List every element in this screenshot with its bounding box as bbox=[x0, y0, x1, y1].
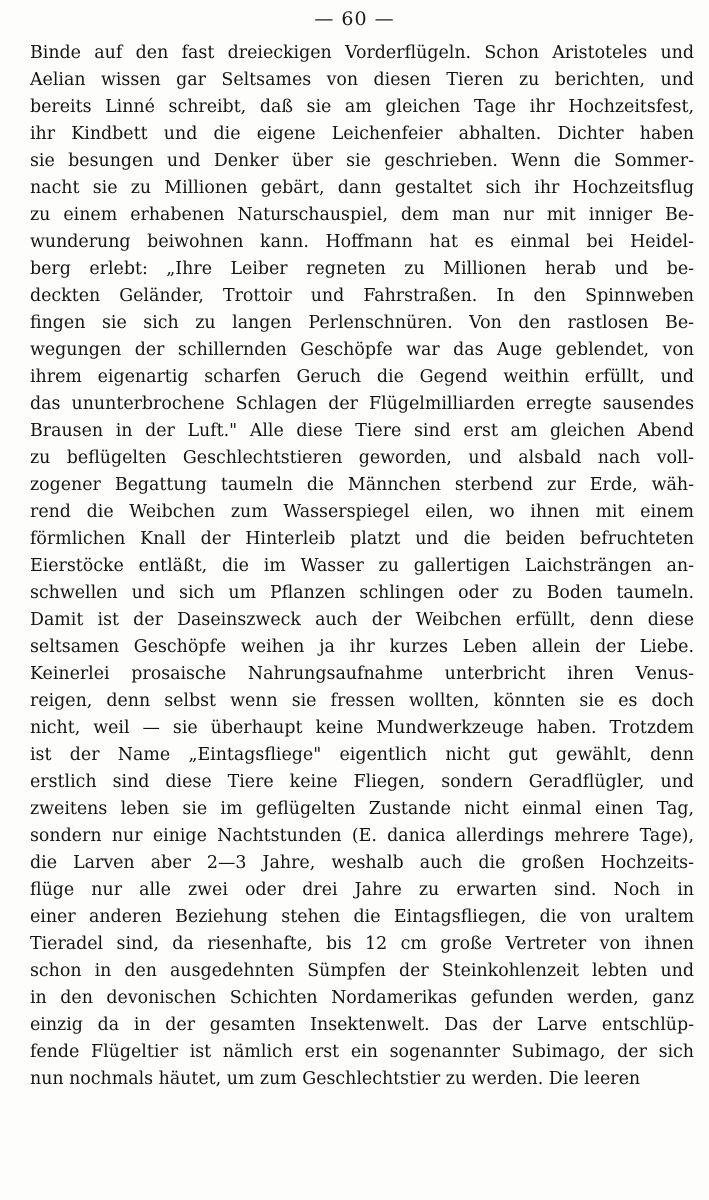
text-line: zogener Begattung taumeln die Männchen sterbend zur Erde, wäh- bbox=[30, 475, 694, 495]
text-line: erstlich sind diese Tiere keine Fliegen, sondern Geradflügler, und bbox=[30, 772, 694, 792]
text-line: wegungen der schillernden Geschöpfe war das Auge geblendet, von bbox=[30, 340, 694, 360]
text-line: zu beflügelten Geschlechtstieren geworden, und alsbald nach voll- bbox=[30, 448, 694, 468]
text-line: Damit ist der Daseinszweck auch der Weibchen erfüllt, denn diese bbox=[30, 610, 694, 630]
text-line: sondern nur einige Nachtstunden (E. danica allerdings mehrere Tage), bbox=[30, 826, 694, 846]
text-line: das ununterbrochene Schlagen der Flügelmilliarden erregte sausendes bbox=[30, 394, 694, 414]
text-line: deckten Geländer, Trottoir und Fahrstraßen. In den Spinnweben bbox=[30, 286, 694, 306]
text-line: Binde auf den fast dreieckigen Vorderflügeln. Schon Aristoteles und bbox=[30, 43, 694, 63]
text-line: sie besungen und Denker über sie geschrieben. Wenn die Sommer- bbox=[30, 151, 694, 171]
text-line: rend die Weibchen zum Wasserspiegel eilen, wo ihnen mit einem bbox=[30, 502, 694, 522]
text-line: nacht sie zu Millionen gebärt, dann gestaltet sich ihr Hochzeitsflug bbox=[30, 178, 694, 198]
text-line: seltsamen Geschöpfe weihen ja ihr kurzes Leben allein der Liebe. bbox=[30, 637, 694, 657]
text-line: einer anderen Beziehung stehen die Eintagsfliegen, die von uraltem bbox=[30, 907, 694, 927]
text-line: die Larven aber 2—3 Jahre, weshalb auch die großen Hochzeits- bbox=[30, 853, 694, 873]
text-line: Keinerlei prosaische Nahrungsaufnahme unterbricht ihren Venus- bbox=[30, 664, 694, 684]
text-line: zu einem erhabenen Naturschauspiel, dem man nur mit inniger Be- bbox=[30, 205, 694, 225]
text-line: fende Flügeltier ist nämlich erst ein sogenannter Subimago, der sich bbox=[30, 1042, 694, 1062]
text-line: nun nochmals häutet, um zum Geschlechtstier zu werden. Die leeren bbox=[30, 1069, 641, 1089]
text-line: Eierstöcke entläßt, die im Wasser zu gallertigen Laichsträngen an- bbox=[30, 556, 694, 576]
text-line: einzig da in der gesamten Insektenwelt. Das der Larve entschlüp- bbox=[30, 1015, 694, 1035]
text-line: nicht, weil — sie überhaupt keine Mundwerkzeuge haben. Trotzdem bbox=[30, 718, 694, 738]
text-line: flüge nur alle zwei oder drei Jahre zu erwarten sind. Noch in bbox=[30, 880, 694, 900]
text-line: förmlichen Knall der Hinterleib platzt und die beiden befruchteten bbox=[30, 529, 694, 549]
text-line: ihr Kindbett und die eigene Leichenfeier abhalten. Dichter haben bbox=[30, 124, 694, 144]
text-line: berg erlebt: „Ihre Leiber regneten zu Millionen herab und be- bbox=[30, 259, 694, 279]
text-line: ihrem eigenartig scharfen Geruch die Gegend weithin erfüllt, und bbox=[30, 367, 694, 387]
body-text bbox=[30, 40, 694, 1093]
text-line: Tieradel sind, da riesenhafte, bis 12 cm große Vertreter von ihnen bbox=[30, 934, 694, 954]
text-line: fingen sie sich zu langen Perlenschnüren. Von den rastlosen Be- bbox=[30, 313, 694, 333]
text-line: schwellen und sich um Pflanzen schlingen oder zu Boden taumeln. bbox=[30, 583, 694, 603]
text-line: schon in den ausgedehnten Sümpfen der Steinkohlenzeit lebten und bbox=[30, 961, 694, 981]
text-line: reigen, denn selbst wenn sie fressen wollten, könnten sie es doch bbox=[30, 691, 694, 711]
text-line: zweitens leben sie im geflügelten Zustande nicht einmal einen Tag, bbox=[30, 799, 694, 819]
text-line: wunderung beiwohnen kann. Hoffmann hat es einmal bei Heidel- bbox=[30, 232, 694, 252]
text-line: Aelian wissen gar Seltsames von diesen Tieren zu berichten, und bbox=[30, 70, 694, 90]
text-line: ist der Name „Eintagsfliege" eigentlich nicht gut gewählt, denn bbox=[30, 745, 694, 765]
page-number: — 60 — bbox=[314, 8, 395, 30]
text-line: bereits Linné schreibt, daß sie am gleichen Tage ihr Hochzeitsfest, bbox=[30, 97, 694, 117]
text-line: Brausen in der Luft." Alle diese Tiere sind erst am gleichen Abend bbox=[30, 421, 694, 441]
text-line: in den devonischen Schichten Nordamerikas gefunden werden, ganz bbox=[30, 988, 694, 1008]
